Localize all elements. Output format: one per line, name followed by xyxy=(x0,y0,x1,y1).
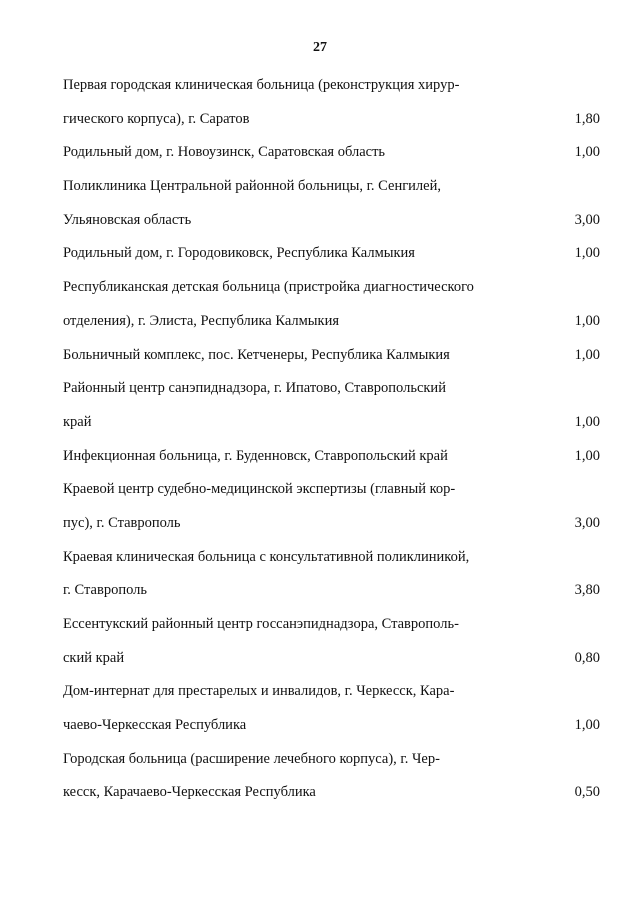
entry-text: Ессентукский районный центр госсанэпиднадзора, Ставрополь- xyxy=(63,616,459,632)
entry-value: 1,00 xyxy=(574,346,600,363)
entry-text: отделения), г. Элиста, Республика Калмыкия xyxy=(63,312,340,329)
entry-line xyxy=(63,305,600,339)
entry-text: кесск, Карачаево-Черкесская Республика xyxy=(63,784,316,801)
entry-line xyxy=(63,743,600,777)
entry-value: 3,00 xyxy=(574,211,600,228)
entry-text: Ульяновская область xyxy=(63,211,192,228)
entry-text: Районный центр санэпиднадзора, г. Ипатово, Ставропольский xyxy=(63,380,446,397)
entry-line xyxy=(63,709,600,743)
entry-text: пус), г. Ставрополь xyxy=(63,514,181,531)
entry-value: 0,80 xyxy=(574,649,600,666)
entry-line xyxy=(63,574,600,608)
entry-line xyxy=(63,170,600,204)
entry-value: 0,50 xyxy=(574,784,600,801)
entries-list xyxy=(63,69,600,810)
entry-text: Поликлиника Центральной районной больницы, г. Сенгилей, xyxy=(63,178,441,195)
entry-value: 1,00 xyxy=(574,447,600,464)
entry-line xyxy=(63,406,600,440)
entry-text: гического корпуса), г. Саратов xyxy=(63,110,250,127)
entry-value: 1,00 xyxy=(574,312,600,329)
entry-text: чаево-Черкесская Республика xyxy=(63,717,247,734)
entry-value: 1,00 xyxy=(574,144,600,161)
entry-line xyxy=(63,675,600,709)
entry-line xyxy=(63,473,600,507)
entry-value: 1,00 xyxy=(574,413,600,430)
entry-line xyxy=(63,204,600,238)
entry-line xyxy=(63,136,600,170)
entry-line xyxy=(63,339,600,373)
entry-text: Больничный комплекс, пос. Кетченеры, Республика Калмыкия xyxy=(63,346,450,363)
page-number: 27 xyxy=(313,40,327,55)
entry-line xyxy=(63,237,600,271)
entry-line xyxy=(63,372,600,406)
entry-line xyxy=(63,440,600,474)
entry-line xyxy=(63,103,600,137)
entry-line xyxy=(63,69,600,103)
entry-text: Республиканская детская больница (пристройка диагностического xyxy=(63,279,474,296)
entry-text: Городская больница (расширение лечебного корпуса), г. Чер- xyxy=(63,750,440,767)
entry-value: 1,80 xyxy=(574,110,600,127)
entry-text: Родильный дом, г. Городовиковск, Республика Калмыкия xyxy=(63,245,415,262)
entry-text: Родильный дом, г. Новоузинск, Саратовская область xyxy=(63,144,386,161)
entry-line xyxy=(63,271,600,305)
entry-value: 3,80 xyxy=(574,582,600,599)
entry-text: край xyxy=(63,413,92,430)
entry-text: Краевая клиническая больница с консультативной поликлиникой, xyxy=(63,548,470,565)
entry-text: Дом-интернат для престарелых и инвалидов, г. Черкесск, Кара- xyxy=(63,683,455,700)
entry-text: Первая городская клиническая больница (реконструкция хирур- xyxy=(63,77,460,93)
entry-line xyxy=(63,608,600,642)
entry-text: Краевой центр судебно-медицинской экспертизы (главный кор- xyxy=(63,481,456,498)
entry-text: ский край xyxy=(63,649,125,666)
entry-line xyxy=(63,541,600,575)
entry-line xyxy=(63,642,600,676)
entry-value: 1,00 xyxy=(574,717,600,734)
entry-text: г. Ставрополь xyxy=(63,582,148,599)
entry-line xyxy=(63,507,600,541)
entry-text: Инфекционная больница, г. Буденновск, Ставропольский край xyxy=(63,447,448,464)
entry-line xyxy=(63,776,600,810)
entry-value: 1,00 xyxy=(574,245,600,262)
entry-value: 3,00 xyxy=(574,514,600,531)
